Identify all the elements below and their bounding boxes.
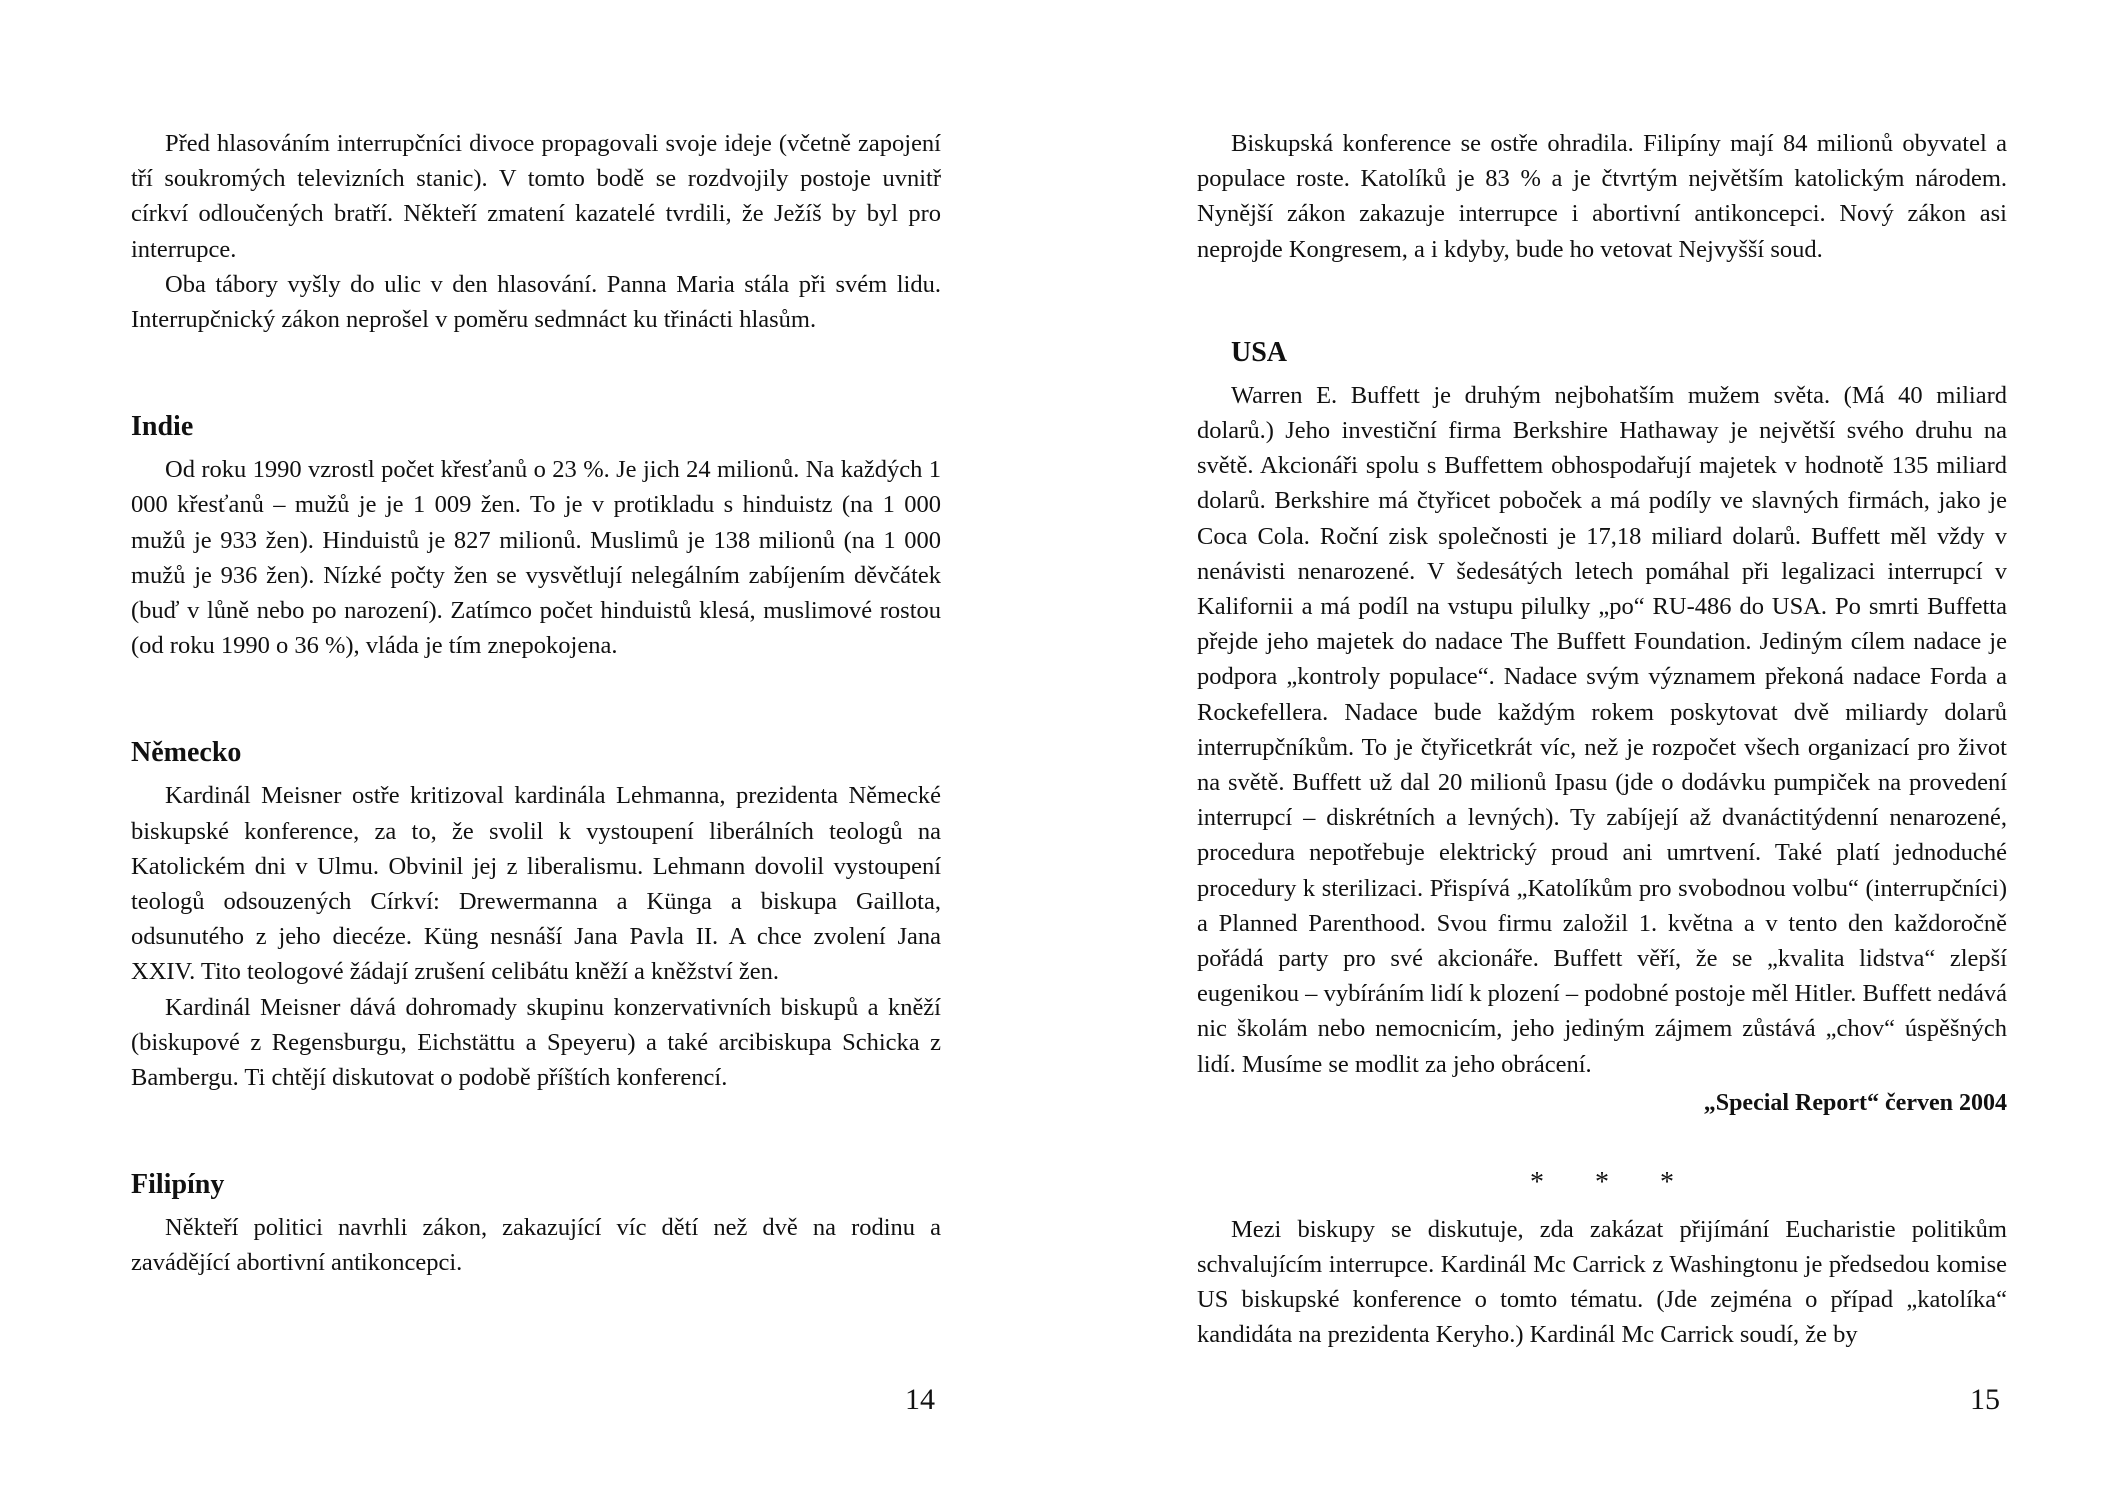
section-heading-indie: Indie [131,411,194,443]
section-separator: * * * [1530,1166,1696,1198]
paragraph: Biskupská konference se ostře ohradila. Filipíny mají 84 milionů obyvatel a populace roste. Katolíků je 83 % a je čtvrtým největším katolickým národem. Nynější zákon zakazuje interrupce i abortivní antikoncepci. Nový zákon asi neprojde Kongresem, a i kdyby, bude ho vetovat Nejvyšší soud. [1197,130,2007,263]
section-heading-nemecko: Německo [131,737,242,769]
right-page [1197,126,2007,1353]
paragraph: Před hlasováním interrupčníci divoce propagovali svoje ideje (včetně zapojení tří soukromých televizních stanic). V tomto bodě se rozdvojily postoje uvnitř církví odloučených bratří. Někteří zmatení kazatelé tvrdili, že Ježíš by byl pro interrupce. [131,130,941,263]
section-heading-usa: USA [1231,336,1288,368]
page-number: 15 [1970,1383,2000,1416]
paragraph: Oba tábory vyšly do ulic v den hlasování. Panna Maria stála při svém lidu. Interrupčnický zákon neprošel v poměru sedmnáct ku třinácti hlasům. [131,270,941,334]
section-heading-filipiny: Filipíny [131,1169,225,1201]
left-page [131,126,941,1281]
paragraph: Kardinál Meisner dává dohromady skupinu konzervativních biskupů a kněží (biskupové z Regensburgu, Eichstättu a Speyeru) a také arcibiskupa Schicka z Bambergu. Ti chtějí diskutovat o podobě příštích konferencí. [131,993,941,1092]
paragraph: Od roku 1990 vzrostl počet křesťanů o 23 %. Je jich 24 milionů. Na každých 1 000 křesťanů – mužů je je 1 009 žen. To je v protikladu s hinduistz (na 1 000 mužů je 933 žen). Hinduistů je 827 milionů. Muslimů je 138 milionů (na 1 000 mužů je 936 žen). Nízké počty žen se vysvětlují nelegálním zabíjením děvčátek (buď v lůně nebo po narození). Zatímco počet hinduistů klesá, muslimové rostou (od roku 1990 o 36 %), vláda je tím znepokojena. [131,456,941,660]
paragraph: Někteří politici navrhli zákon, zakazující víc dětí než dvě na rodinu a zavádějící abortivní antikoncepci. [131,1214,941,1277]
paragraph: Warren E. Buffett je druhým nejbohatším mužem světa. (Má 40 miliard dolarů.) Jeho investiční firma Berkshire Hathaway je největší svého druhu na světě. Akcionáři spolu s Buffettem obhospodařují majetek v hodnotě 135 miliard dolarů. Berkshire má čtyřicet poboček a má podíly ve slavných firmách, jako je Coca Cola. Roční zisk společnosti je 17,18 miliard dolarů. Buffett měl vždy v nenávisti nenarozené. V šedesátých letech pomáhal při legalizaci interrupcí v Kalifornii a má podíl na vstupu pilulky „po“ RU-486 do USA. Po smrti Buffetta přejde jeho majetek do nadace The Buffett Foundation. Jediným cílem nadace je podpora „kontroly populace“. Nadace svým významem překoná nadace Forda a Rockefellera. Nadace bude každým rokem poskytovat dvě miliardy dolarů interrupčníkům. To je čtyřicetkrát víc, než je rozpočet všech organizací pro život na světě. Buffett už dal 20 milionů Ipasu (jde o dodávku pumpiček na provedení interrupcí – diskrétních a levných). Ty zabíjejí až dvanáctitýdenní nenarozené, procedura nepotřebuje elektrický proud ani umrtvení. Také platí jednoduché procedury k sterilizaci. Přispívá „Katolíkům pro svobodnou volbu“ (interrupčníci) a Planned Parenthood. Svou firmu založil 1. května a v tento den každoročně pořádá party pro své akcionáře. Buffett věří, že se „kvalita lidstva“ zlepší eugenikou – vybíráním lidí k plození – podobné postoje měl Hitler. Buffett nedává nic školám nebo nemocnicím, jeho jediným zájmem zůstává „chov“ úspěšných lidí. Musíme se modlit za jeho obrácení. [1197,381,2007,1078]
paragraph: Mezi biskupy se diskutuje, zda zakázat přijímání Eucharistie politikům schvalujícím interrupce. Kardinál Mc Carrick z Washingtonu je předsedou komise US biskupské konference o tomto tématu. (Jde zejména o případ „katolíka“ kandidáta na prezidenta Keryho.) Kardinál Mc Carrick soudí, že by [1197,1215,2007,1349]
page-number: 14 [905,1383,935,1416]
paragraph: Kardinál Meisner ostře kritizoval kardinála Lehmanna, prezidenta Německé biskupské konference, za to, že svolil k vystoupení liberálních teologů na Katolickém dni v Ulmu. Obvinil jej z liberalismu. Lehmann dovolil vystoupení teologů odsouzených Církví: Drewermanna a Künga a biskupa Gaillota, odsunutého z jeho diecéze. Küng nesnáší Jana Pavla II. A chce zvolení Jana XXIV. Tito teologové žádají zrušení celibátu kněží a kněžství žen. [131,782,941,986]
source-citation: „Special Report“ červen 2004 [1703,1089,2007,1116]
